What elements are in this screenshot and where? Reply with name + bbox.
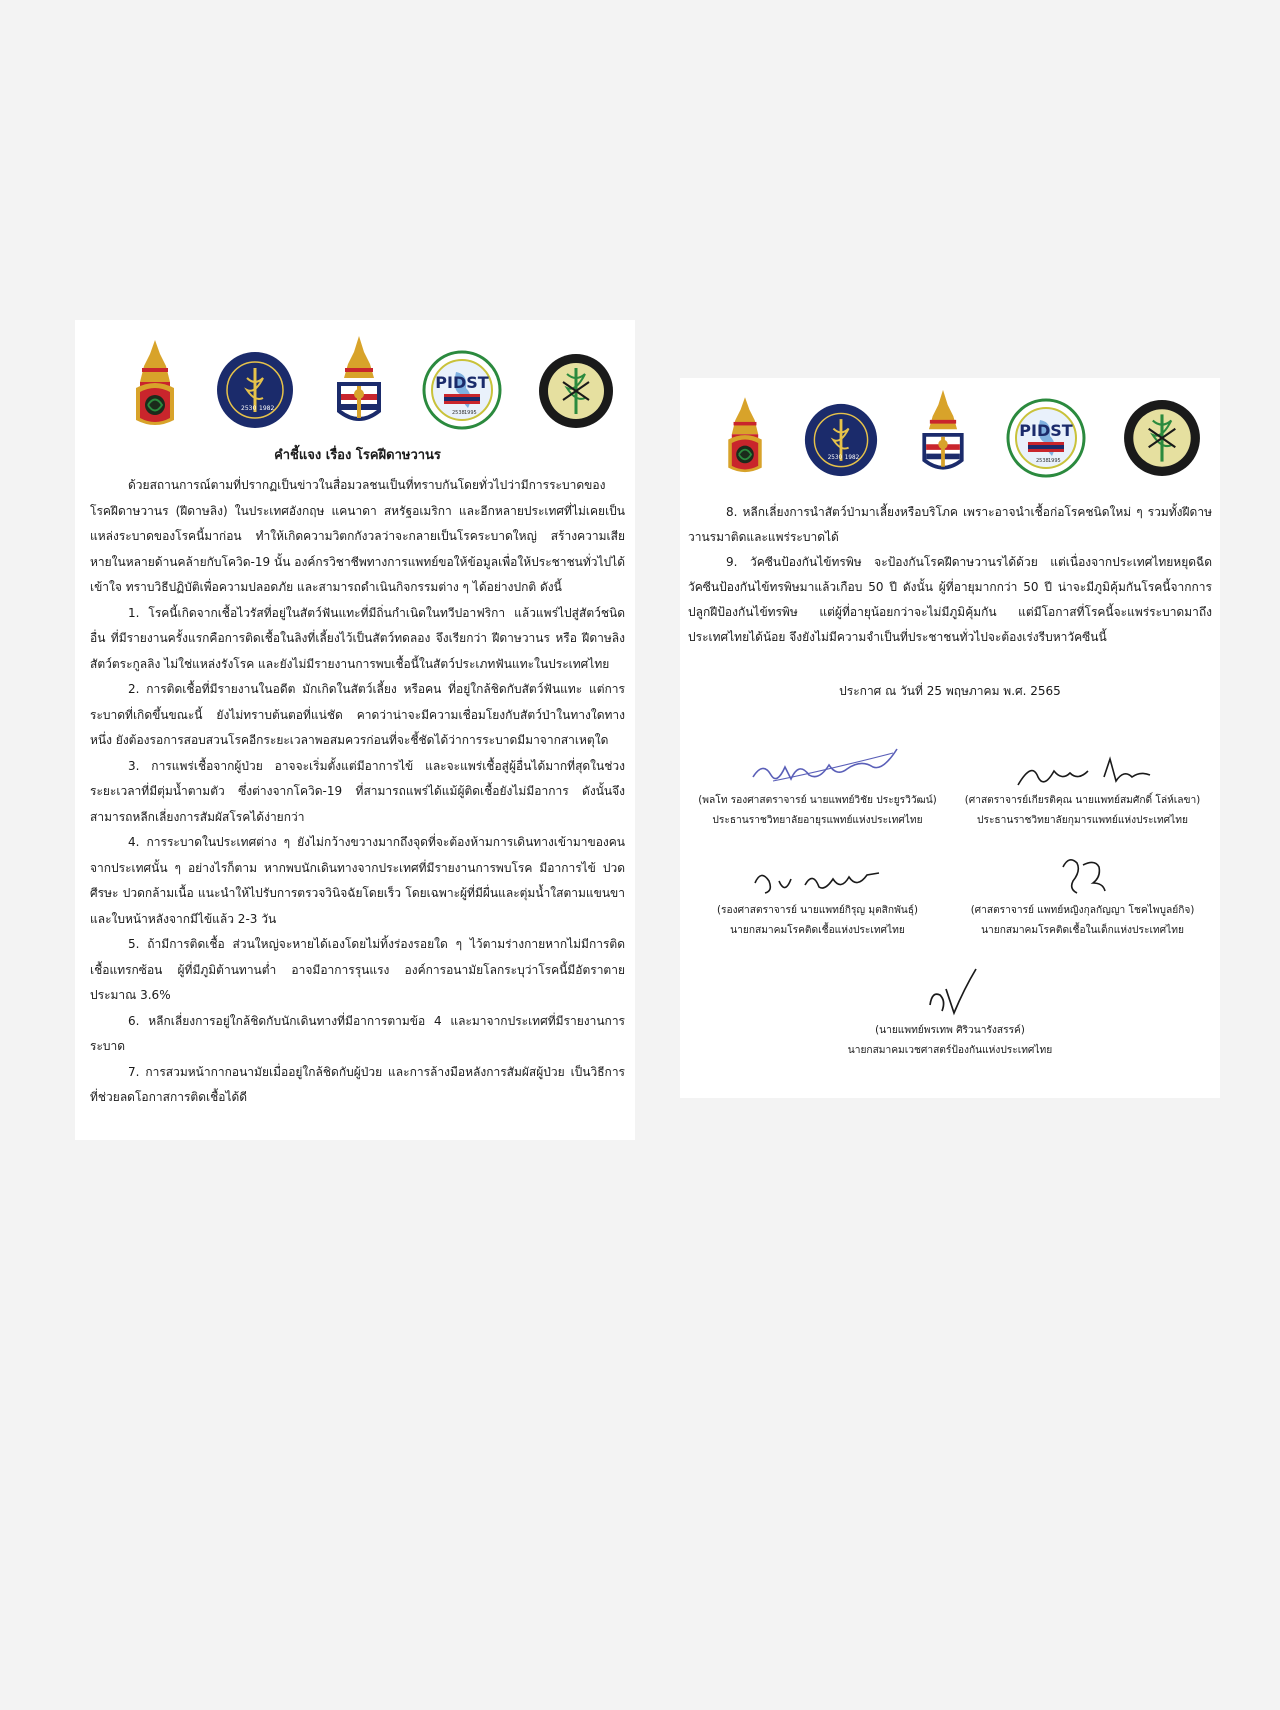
infectious-disease-association-logo [803, 402, 879, 478]
body-text-right [688, 500, 1212, 650]
pidst-logo [1006, 398, 1086, 478]
svg-text:2538: 2538 [451, 410, 465, 416]
list-item: 1. โรคนี้เกิดจากเชื้อไวรัสที่อยู่ในสัตว์ฟันแทะที่มีถิ่นกำเนิดในทวีปอาฟริกา แล้วแพร่ไปสู่สัตว์ชนิดอื่น ที่มีรายงานครั้งแรกคือการติดเชื้อในลิงที่เลี้ยงไว้เป็นสัตว์ทดลอง จึงเรียกว่า ฝีดาษวานร หรือ ฝีดาษลิง สัตว์ตระกูลลิง ไม่ใช่แหล่งรังโรค และยังไม่มีรายงานการพบเชื้อนี้ในสัตว์ประเภทฟันแทะในประเทศไทย [90, 605, 625, 671]
royal-college-pediatricians-logo [916, 388, 970, 478]
handwritten-signature [688, 729, 947, 791]
list-item: 5. ถ้ามีการติดเชื้อ ส่วนใหญ่จะหายได้เองโดยไม่ทิ้งร่องรอยใด ๆ ไว้ตามร่างกายหากไม่มีการติดเชื้อแทรกซ้อน ผู้ที่มีภูมิต้านทานต่ำ อาจมีอาการรุนแรง องค์การอนามัยโลกระบุว่าโรคนี้มีอัตราตาย ประมาณ 3.6% [90, 937, 625, 1002]
signatory-role: นายกสมาคมโรคติดเชื้อแห่งประเทศไทย [730, 925, 905, 936]
document-page-right [680, 378, 1220, 1098]
svg-text:PIDST: PIDST [1019, 421, 1073, 440]
pidst-wordmark: PIDST [435, 373, 489, 392]
vaccine-association-logo [1122, 398, 1202, 478]
logo-row [688, 378, 1212, 478]
vaccine-association-logo [537, 352, 615, 430]
signatory-name: (นายแพทย์พรเทพ ศิริวนารังสรรค์) [875, 1025, 1025, 1036]
logo-row [90, 320, 625, 430]
signatory-name: (ศาสตราจารย์ แพทย์หญิงกุลกัญญา โชคไพบูลย์กิจ) [970, 905, 1195, 916]
signatory [688, 959, 1212, 1061]
seal-year-right: 1982 [259, 405, 275, 412]
document-title: คำชี้แจง เรื่อง โรคฝีดาษวานร [274, 448, 441, 463]
handwritten-signature [953, 839, 1212, 901]
handwritten-signature [688, 839, 947, 901]
signatory-role: ประธานราชวิทยาลัยกุมารแพทย์แห่งประเทศไทย [977, 815, 1188, 826]
intro-paragraph: ด้วยสถานการณ์ตามที่ปรากฏเป็นข่าวในสื่อมวลชนเป็นที่ทราบกันโดยทั่วไปว่ามีการระบาดของโรคฝีดาษวานร (ฝีดาษลิง) ในประเทศอังกฤษ แคนาดา สหรัฐอเมริกา และอีกหลายประเทศที่ไม่เคยเป็นแหล่งระบาดของโรคนี้มาก่อน ทำให้เกิดความวิตกกังวลว่าจะกลายเป็นโรคระบาดใหญ่ สร้างความเสียหายในหลายด้านคล้ายกับโควิด-19 นั้น องค์กรวิชาชีพทางการแพทย์ขอให้ข้อมูลเพื่อให้ประชาชนทั่วไปได้เข้าใจ ทราบวิธีปฏิบัติเพื่อความปลอดภัย และสามารถดำเนินกิจกรรมต่าง ๆ ได้อย่างปกติ ดังนี้ [90, 478, 625, 594]
body-text-left [90, 473, 625, 1111]
handwritten-signature [688, 959, 1212, 1021]
list-item: 2. การติดเชื้อที่มีรายงานในอดีต มักเกิดในสัตว์เลี้ยง หรือคน ที่อยู่ใกล้ชิดกับสัตว์ฟันแทะ แต่การระบาดที่เกิดขึ้นขณะนี้ ยังไม่ทราบต้นตอที่แน่ชัด คาดว่าน่าจะมีความเชื่อมโยงกับสัตว์ป่าในทางใดทางหนึ่ง ยังต้องรอการสอบสวนโรคอีกระยะเวลาพอสมควรก่อนที่จะชี้ชัดได้ว่าการระบาดมีมาจากสาเหตุใด [90, 682, 625, 747]
infectious-disease-association-logo [215, 350, 295, 430]
signatory-role: นายกสมาคมโรคติดเชื้อในเด็กแห่งประเทศไทย [981, 925, 1184, 936]
list-item: 6. หลีกเลี่ยงการอยู่ใกล้ชิดกับนักเดินทางที่มีอาการตามข้อ 4 และมาจากประเทศที่มีรายงานการระบาด [90, 1013, 625, 1053]
svg-text:1995: 1995 [463, 410, 477, 416]
svg-text:1995: 1995 [1047, 458, 1061, 464]
list-item: 4. การระบาดในประเทศต่าง ๆ ยังไม่กว้างขวางมากถึงจุดที่จะต้องห้ามการเดินทางเข้ามาของคนจากประเทศนั้น ๆ อย่างไรก็ตาม หากพบนักเดินทางจากประเทศที่มีรายงานการพบโรค มีอาการไข้ ปวดศีรษะ ปวดกล้ามเนื้อ แนะนำให้ไปรับการตรวจวินิจฉัยโดยเร็ว โดยเฉพาะผู้ที่มีผื่นและตุ่มน้ำใสตามแขนขาและใบหน้าหลังจากมีไข้แล้ว 2-3 วัน [90, 835, 625, 926]
signatory-role: นายกสมาคมเวชศาสตร์ป้องกันแห่งประเทศไทย [847, 1045, 1053, 1056]
royal-college-physicians-logo [723, 394, 767, 478]
svg-text:2538: 2538 [1035, 458, 1049, 464]
svg-text:1982: 1982 [845, 455, 860, 461]
signatory [953, 729, 1212, 831]
signatory-name: (ศาสตราจารย์เกียรติคุณ นายแพทย์สมศักดิ์ โล่ห์เลขา) [964, 795, 1201, 806]
signatory [688, 729, 947, 831]
pidst-logo [422, 350, 502, 430]
royal-college-pediatricians-logo [331, 334, 387, 430]
announcement-date: ประกาศ ณ วันที่ 25 พฤษภาคม พ.ศ. 2565 [839, 684, 1061, 698]
signatory [953, 839, 1212, 941]
seal-year-left: 2530 [241, 405, 257, 412]
list-item: 8. หลีกเลี่ยงการนำสัตว์ป่ามาเลี้ยงหรือบริโภค เพราะอาจนำเชื้อก่อโรคชนิดใหม่ ๆ รวมทั้งฝีดาษวานรมาติดและแพร่ระบาดได้ [688, 505, 1212, 544]
document-page-left [75, 320, 635, 1140]
signature-block [688, 729, 1212, 1061]
signatory [688, 839, 947, 941]
list-item: 7. การสวมหน้ากากอนามัยเมื่ออยู่ใกล้ชิดกับผู้ป่วย และการล้างมือหลังการสัมผัสผู้ป่วย เป็นวิธีการที่ช่วยลดโอกาสการติดเชื้อได้ดี [90, 1064, 625, 1104]
royal-college-physicians-logo [130, 338, 180, 430]
svg-text:2530: 2530 [827, 455, 843, 461]
handwritten-signature [953, 729, 1212, 791]
list-item: 9. วัคซีนป้องกันไข้ทรพิษ จะป้องกันโรคฝีดาษวานรได้ด้วย แต่เนื่องจากประเทศไทยหยุดฉีดวัคซีนป้องกันไข้ทรพิษมาแล้วเกือบ 50 ปี ดังนั้น ผู้ที่อายุมากกว่า 50 ปี น่าจะมีภูมิคุ้มกันโรคนี้จากการปลูกฝีป้องกันไข้ทรพิษ แต่ผู้ที่อายุน้อยกว่าจะไม่มีภูมิคุ้มกัน แต่มีโอกาสที่โรคนี้จะแพร่ระบาดมาถึงประเทศไทยได้น้อย จึงยังไม่มีความจำเป็นที่ประชาชนทั่วไปจะต้องเร่งรีบหาวัคซีนนี้ [688, 555, 1212, 644]
signatory-role: ประธานราชวิทยาลัยอายุรแพทย์แห่งประเทศไทย [712, 815, 923, 826]
signatory-name: (รองศาสตราจารย์ นายแพทย์กิรุญ มุตสิกพันธุ์) [717, 905, 918, 916]
signatory-name: (พลโท รองศาสตราจารย์ นายแพทย์วิชัย ประยูรวิวัฒน์) [698, 795, 937, 806]
list-item: 3. การแพร่เชื้อจากผู้ป่วย อาจจะเริ่มตั้งแต่มีอาการไข้ และจะแพร่เชื้อสู่ผู้อื่นได้มากที่สุดในช่วงระยะเวลาที่มีตุ่มน้ำตามตัว ซึ่งต่างจากโควิด-19 ที่สามารถแพร่ได้แม้ผู้ติดเชื้อยังไม่มีอาการ ดังนั้นจึงสามารถหลีกเลี่ยงการสัมผัสโรคได้ง่ายกว่า [90, 758, 625, 824]
